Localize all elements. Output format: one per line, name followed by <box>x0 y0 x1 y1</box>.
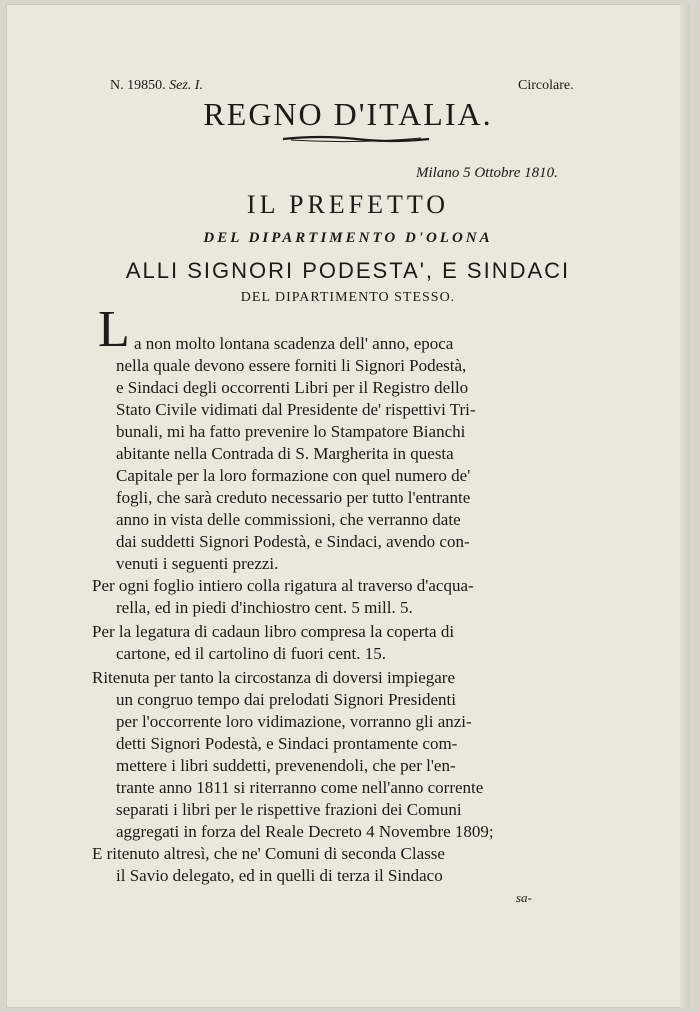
body-line: Capitale per la loro formazione con quel numero de' <box>116 466 471 485</box>
document-page <box>6 4 690 1008</box>
body-line: il Savio delegato, ed in quelli di terza il Sindaco <box>116 866 443 885</box>
body-line: e Sindaci degli occorrenti Libri per il Registro dello <box>116 378 469 397</box>
body-line: mettere i libri suddetti, prevenendoli, che per l'en- <box>116 756 456 775</box>
body-line: Per ogni foglio intiero colla rigatura al traverso d'acqua- <box>92 576 474 595</box>
document-type: Circolare. <box>518 78 574 93</box>
addressee-line: ALLI SIGNORI PODESTA', E SINDACI <box>125 258 571 283</box>
body-line: per l'occorrente loro vidimazione, vorranno gli anzi- <box>116 712 472 731</box>
document-date: Milano 5 Ottobre 1810. <box>416 165 558 181</box>
addressee-subline: DEL DIPARTIMENTO STESSO. <box>240 290 456 305</box>
body-line: un congruo tempo dai prelodati Signori Presidenti <box>116 690 456 709</box>
issuer-department: DEL DIPARTIMENTO D'OLONA <box>203 230 493 246</box>
catchword: sa- <box>516 890 532 905</box>
body-line: detti Signori Podestà, e Sindaci prontamente com- <box>116 734 458 753</box>
body-line: Stato Civile vidimati dal Presidente de' rispettivi Tri- <box>116 400 476 419</box>
body-line: fogli, che sarà creduto necessario per tutto l'entrante <box>116 488 471 507</box>
document-section: Sez. I. <box>169 78 203 93</box>
body-line: nella quale devono essere forniti li Signori Podestà, <box>116 356 467 375</box>
body-line: bunali, mi ha fatto prevenire lo Stampatore Bianchi <box>116 422 466 441</box>
body-line: E ritenuto altresì, che ne' Comuni di seconda Classe <box>92 844 445 863</box>
issuer-title: IL PREFETTO <box>246 190 450 219</box>
body-line: dai suddetti Signori Podestà, e Sindaci, avendo con- <box>116 532 470 551</box>
body-line: abitante nella Contrada di S. Margherita in questa <box>116 444 454 463</box>
drop-cap: L <box>98 301 130 358</box>
body-line: aggregati in forza del Reale Decreto 4 Novembre 1809; <box>116 822 494 841</box>
body-line: venuti i seguenti prezzi. <box>116 554 279 573</box>
body-line: anno in vista delle commissioni, che verranno date <box>116 510 461 529</box>
body-line: Per la legatura di cadaun libro compresa la coperta di <box>92 622 455 641</box>
document-number: N. 19850. <box>110 78 166 93</box>
body-text <box>6 4 690 1008</box>
body-line: cartone, ed il cartolino di fuori cent. 15. <box>116 644 387 663</box>
body-line: rella, ed in piedi d'inchiostro cent. 5 mill. 5. <box>116 598 413 617</box>
document-title: REGNO D'ITALIA. <box>203 96 493 132</box>
body-line: a non molto lontana scadenza dell' anno, epoca <box>134 334 454 353</box>
body-line: Ritenuta per tanto la circostanza di doversi impiegare <box>92 668 456 687</box>
body-line: separati i libri per le rispettive frazioni dei Comuni <box>116 800 462 819</box>
body-line: trante anno 1811 si riterranno come nell'anno corrente <box>116 778 484 797</box>
